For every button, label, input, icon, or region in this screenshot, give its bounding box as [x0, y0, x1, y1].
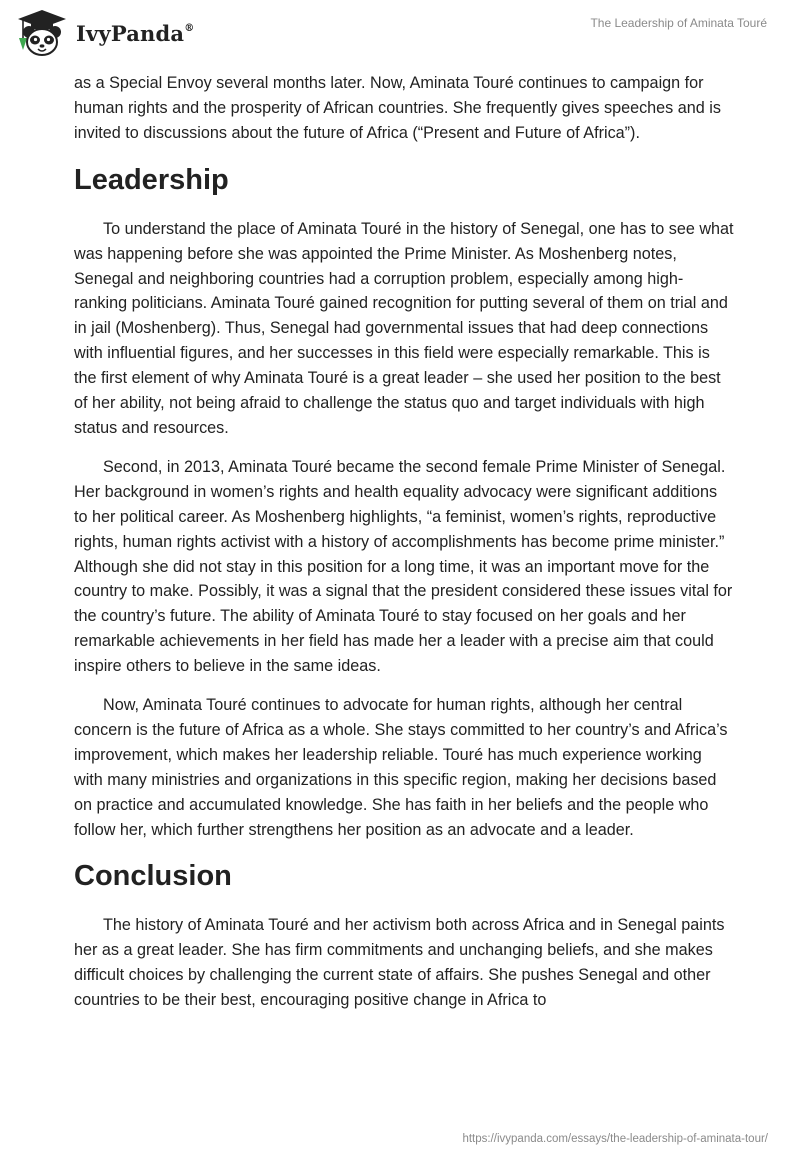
paragraph-spacer: [74, 679, 734, 693]
ivypanda-logo[interactable]: [14, 8, 194, 58]
source-url[interactable]: https://ivypanda.com/essays/the-leadership-of-aminata-tour/: [462, 1133, 768, 1145]
leadership-heading: Leadership: [74, 163, 229, 196]
document-title: The Leadership of Aminata Touré: [590, 16, 767, 30]
leadership-paragraph-1: To understand the place of Aminata Touré in the history of Senegal, one has to see what was happening before she was appointed the Prime Minister. As Moshenberg notes, Senegal and neighboring countries had a corruption problem, especially among high-ranking politicians. Aminata Touré gained recognition for putting several of them on trial and in jail (Moshenberg). Thus, Senegal had governmental issues that had deep connections with influential figures, and her successes in this field were especially remarkable. This is the first element of why Aminata Touré is a great leader – she used her position to the best of her ability, not being afraid to challenge the status quo and target individuals with high status and resources.: [74, 219, 734, 437]
conclusion-heading: Conclusion: [74, 860, 232, 893]
leadership-paragraph-3: Now, Aminata Touré continues to advocate for human rights, although her central concern is the future of Africa as a whole. She stays committed to her country’s and Africa’s improvement, which makes her leadership reliable. Touré has much experience working with many ministries and organizations in this specific region, making her decisions based on practice and accumulated knowledge. She has faith in her beliefs and the people who follow her, which further strengthens her position as an advocate and a leader.: [74, 696, 728, 839]
panda-graduate-icon: [14, 8, 70, 58]
paragraph-spacer: [74, 441, 734, 455]
logo-wordmark: IvyPanda®: [76, 20, 195, 46]
page-header: [0, 0, 800, 70]
intro-paragraph-tail: as a Special Envoy several months later. Now, Aminata Touré continues to campaign for human rights and the prosperity of African countries. She frequently gives speeches and is invited to discussions about the future of Africa (“Present and Future of Africa”).: [74, 74, 721, 142]
conclusion-paragraph-1: The history of Aminata Touré and her activism both across Africa and in Senegal paints her as a great leader. She has firm commitments and unchanging beliefs, and she makes difficult choices by challenging the current state of affairs. She pushes Senegal and other countries to be their best, encouraging positive change in Africa to: [74, 916, 725, 1010]
leadership-paragraph-2: Second, in 2013, Aminata Touré became the second female Prime Minister of Senegal. Her background in women’s rights and health equality advocacy were significant additions to her political career. As Moshenberg highlights, “a feminist, women’s rights, reproductive rights, human rights activist with a history of accomplishments has become prime minister.” Although she did not stay in this position for a long time, it was an important move for the country to make. Possibly, it was a signal that the president considered these issues vital for the country’s future. The ability of Aminata Touré to stay focused on her goals and her remarkable achievements in her field has made her a leader with a precise aim that could inspire others to believe in the same ideas.: [74, 457, 733, 676]
essay-body: [74, 71, 734, 1013]
